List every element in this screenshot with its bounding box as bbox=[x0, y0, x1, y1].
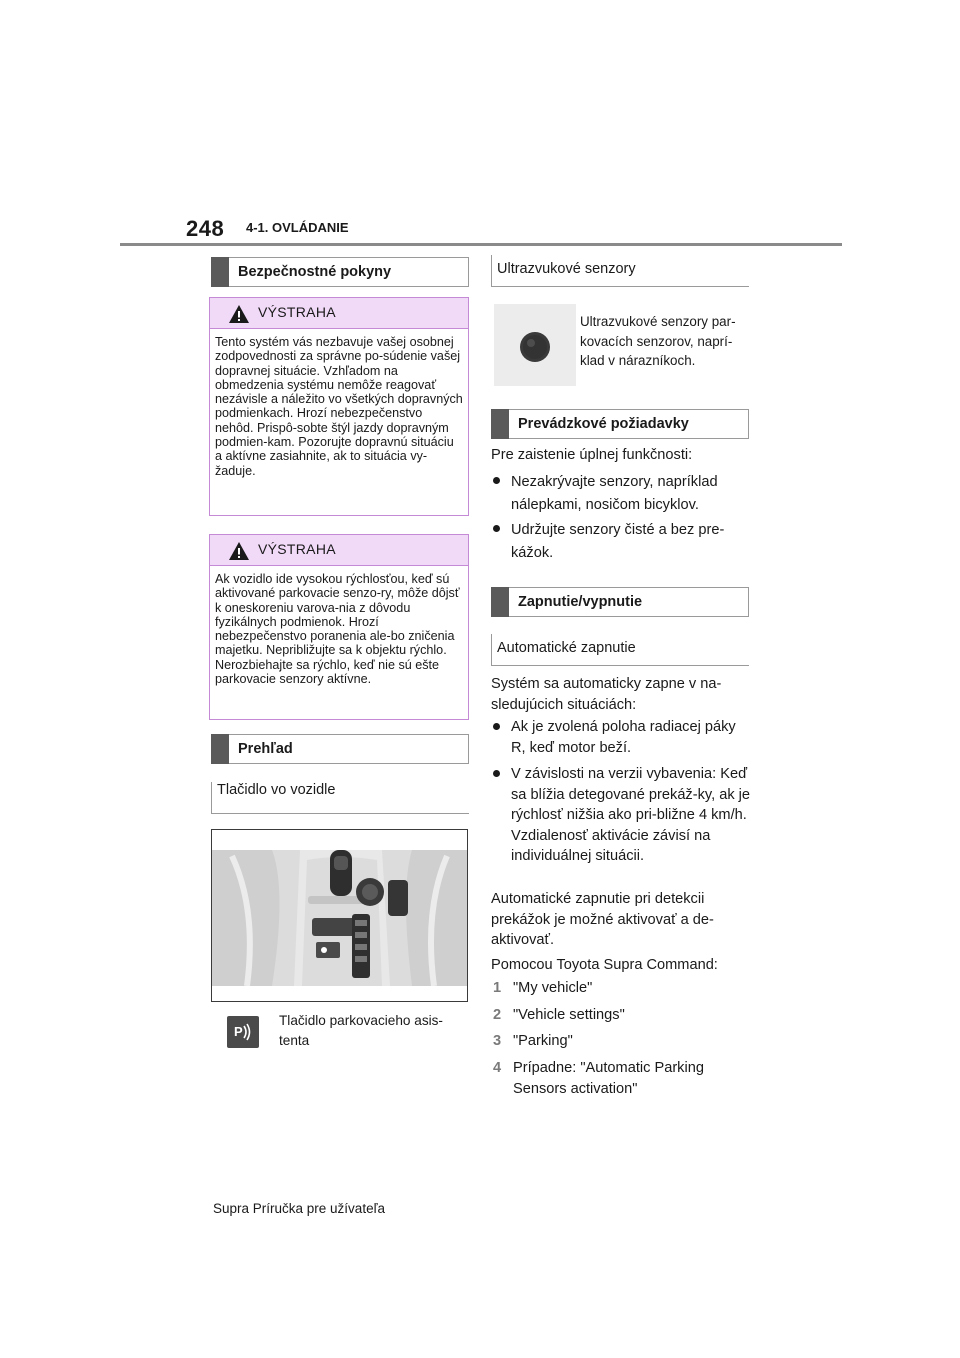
step-item bbox=[493, 1005, 755, 1026]
warning-label: VÝSTRAHA bbox=[258, 541, 336, 557]
section-requirements bbox=[491, 409, 749, 439]
warning-text: Ak vozidlo ide vysokou rýchlosťou, keď sú aktivované parkovacie senzo-ry, môže dôjsť k oneskoreniu varova-nia z dôvodu fyzikálnych podmienok. Hrozí nebezpečenstvo poranenia ale-bo zničenia majetku. Nepribližujte sa k objektu rýchlo. Nerozbiehajte sa rýchlo, keď nie sú ešte parkovacie senzory aktívne. bbox=[215, 572, 460, 687]
step-item bbox=[493, 978, 755, 999]
section-overview bbox=[211, 734, 469, 764]
chapter-title: 4-1. OVLÁDANIE bbox=[246, 220, 349, 235]
parking-sensor-icon bbox=[227, 1016, 259, 1048]
step-number: 1 bbox=[493, 980, 502, 996]
list-item: V závislosti na verzii vybavenia: Keď sa blížia detegované prekáž-ky, ak je rýchlosť nižšia ako pri-bližne 4 km/h. Vzdialenosť aktivácie závisí na individuálnej situácii. bbox=[491, 764, 753, 867]
requirements-intro: Pre zaistenie úplnej funkčnosti: bbox=[491, 447, 693, 463]
warning-header bbox=[210, 535, 468, 566]
step-text: "Parking" bbox=[513, 1033, 573, 1049]
section-title: Zapnutie/vypnutie bbox=[518, 594, 643, 610]
center-console-image bbox=[212, 830, 467, 1001]
svg-text:P: P bbox=[234, 1024, 243, 1039]
page-number: 248 bbox=[186, 216, 225, 241]
command-intro: Pomocou Toyota Supra Command: bbox=[491, 957, 718, 973]
section-marker bbox=[211, 257, 229, 287]
subsection-title: Tlačidlo vo vozidle bbox=[217, 782, 336, 798]
button-caption: Tlačidlo parkovacieho asis-tenta bbox=[279, 1013, 443, 1048]
ultrasonic-sensor-icon bbox=[494, 304, 576, 386]
subsection-button bbox=[211, 782, 469, 814]
sensor-image bbox=[494, 304, 576, 386]
step-item bbox=[493, 1058, 755, 1099]
subsection-ultrasonic bbox=[491, 255, 749, 287]
warning-label: VÝSTRAHA bbox=[258, 304, 336, 320]
step-number: 3 bbox=[493, 1033, 502, 1049]
step-text: "My vehicle" bbox=[513, 980, 593, 996]
footer-text: Supra Príručka pre užívateľa bbox=[213, 1201, 386, 1216]
header-rule bbox=[120, 243, 842, 246]
list-item: Ak je zvolená poloha radiacej páky R, keď motor beží. bbox=[491, 717, 753, 758]
subsection-title: Ultrazvukové senzory bbox=[497, 261, 636, 277]
subsection-auto bbox=[491, 634, 749, 666]
warning-box-2 bbox=[209, 534, 469, 720]
auto-detect-text: Automatické zapnutie pri detekcii prekážok je možné aktivovať a de-aktivovať. bbox=[491, 891, 714, 948]
section-marker bbox=[491, 587, 509, 617]
step-text: Prípadne: "Automatic Parking Sensors activation" bbox=[513, 1060, 704, 1097]
step-number: 4 bbox=[493, 1060, 502, 1076]
parking-assistant-button-icon bbox=[227, 1016, 259, 1048]
warning-triangle-icon bbox=[228, 541, 250, 561]
console-illustration bbox=[211, 829, 468, 1002]
list-item: Nezakrývajte senzory, napríklad nálepkami, nosičom bicyklov. bbox=[491, 471, 753, 517]
section-onoff bbox=[491, 587, 749, 617]
section-title: Bezpečnostné pokyny bbox=[238, 264, 392, 280]
step-number: 2 bbox=[493, 1007, 502, 1023]
ultrasonic-caption: Ultrazvukové senzory par-kovacích senzorov, naprí-klad v nárazníkoch. bbox=[580, 314, 736, 368]
step-text: "Vehicle settings" bbox=[513, 1007, 625, 1023]
list-item: Udržujte senzory čisté a bez pre-kážok. bbox=[491, 519, 753, 565]
warning-text: Tento systém vás nezbavuje vašej osobnej zodpovednosti za správne po-súdenie vašej dopravnej situácie. Vzhľadom na obmedzenia systému nemôže reagovať nezávisle a náležito vo všetkých dopravných podmienkach. Hrozí nebezpečenstvo nehôd. Prispô-sobte štýl jazdy dopravným podmien-kam. Pozorujte dopravnú situáciu a aktívne zasiahnite, ak to situácia vy-žaduje. bbox=[215, 335, 463, 478]
section-marker bbox=[211, 734, 229, 764]
warning-box-1 bbox=[209, 297, 469, 516]
section-safety bbox=[211, 257, 469, 287]
subsection-title: Automatické zapnutie bbox=[497, 640, 636, 656]
section-title: Prehľad bbox=[238, 741, 293, 757]
section-title: Prevádzkové požiadavky bbox=[518, 416, 689, 432]
section-marker bbox=[491, 409, 509, 439]
warning-triangle-icon bbox=[228, 304, 250, 324]
warning-header bbox=[210, 298, 468, 329]
step-item bbox=[493, 1031, 755, 1052]
auto-intro: Systém sa automaticky zapne v na-sledujúcich situáciách: bbox=[491, 676, 722, 713]
